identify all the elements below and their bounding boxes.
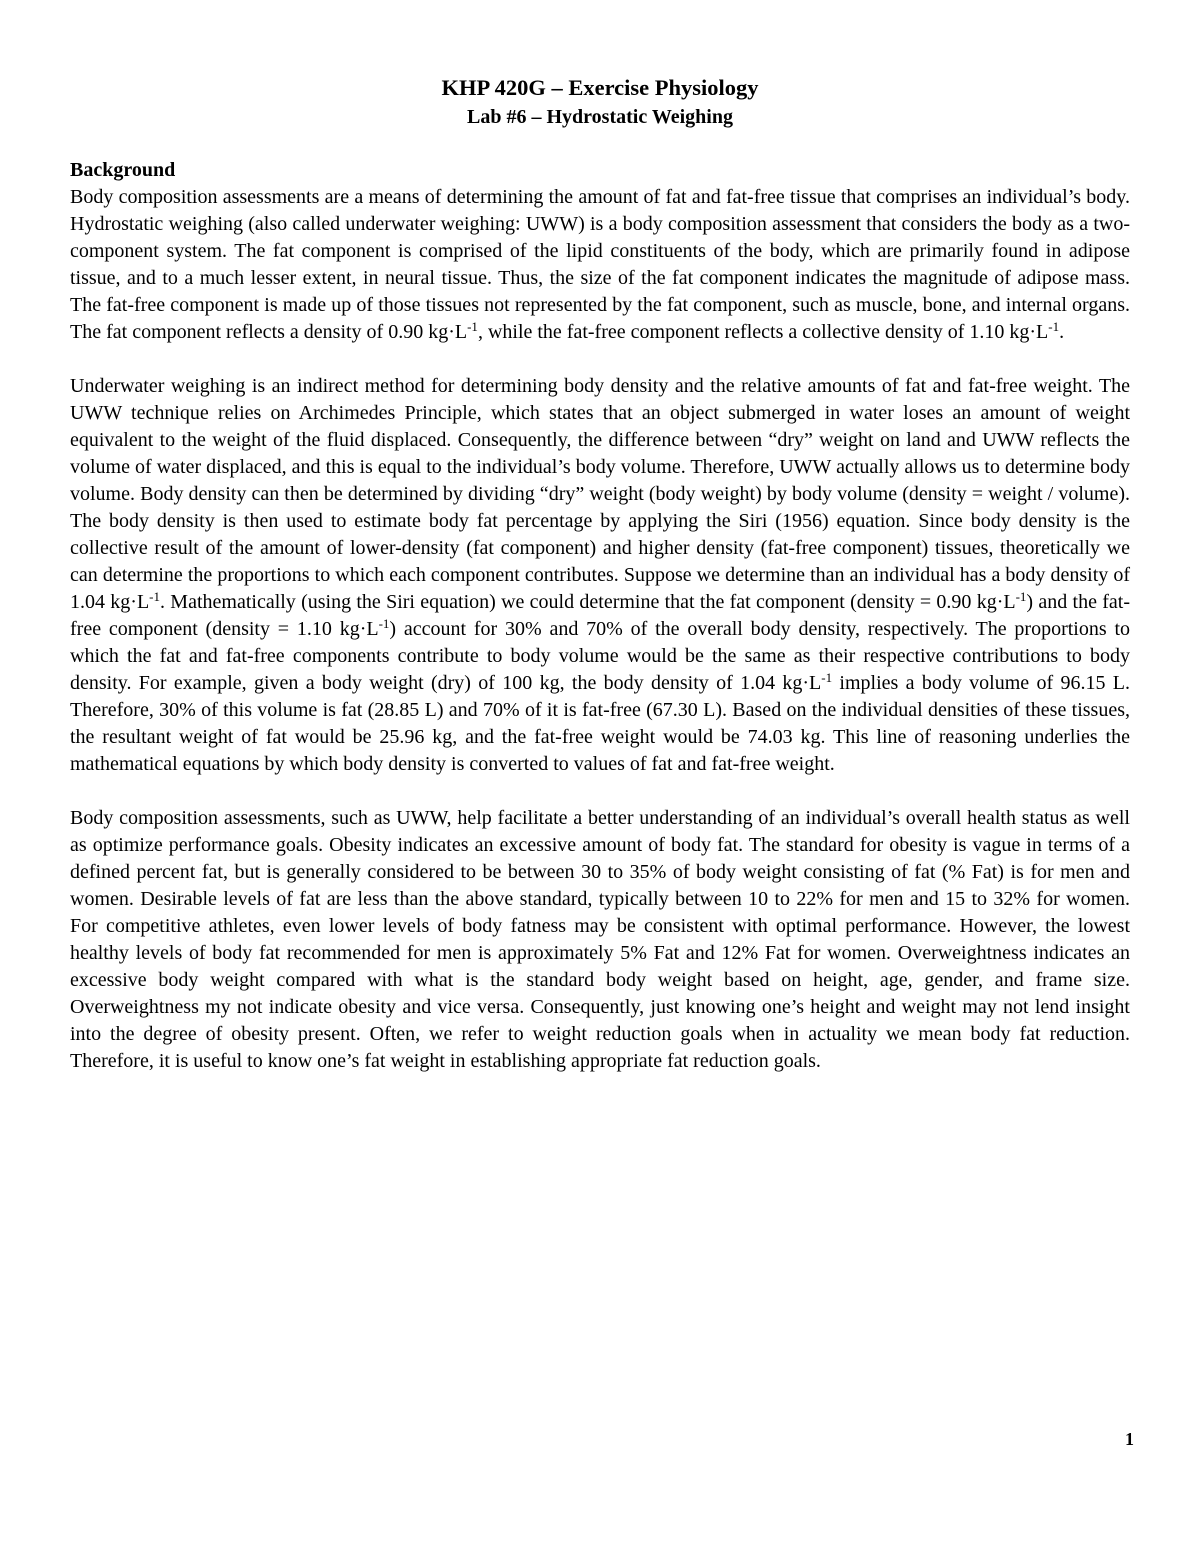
document-title: KHP 420G – Exercise Physiology — [441, 75, 759, 100]
document-subtitle: Lab #6 – Hydrostatic Weighing — [467, 106, 733, 128]
exponent: -1 — [821, 670, 833, 685]
paragraph-1-text-c: . — [1059, 321, 1065, 343]
exponent: -1 — [467, 319, 478, 334]
paragraph-1-text-a: Body composition assessments are a means of determining the amount of fat and fat-free tissue that comprises an individual’s body. Hydrostatic weighing (also called underwater weighing: UWW) is a body composition assessment that considers the body as a two-component system. The fat component is comprised of the lipid constituents of the body, which are primarily found in adipose tissue, and to a much lesser extent, in neural tissue. Thus, the size of the fat component indicates the magnitude of adipose mass. The fat-free component is made up of those tissues not represented by the fat component, such as muscle, bone, and internal organs. The fat component reflects a density of 0.90 kg·L — [70, 186, 1130, 343]
paragraph-3: Body composition assessments, such as UWW, help facilitate a better understanding of an individual’s overall health status as well as optimize performance goals. Obesity indicates an excessive amount of body fat. The standard for obesity is vague in terms of a defined percent fat, but is generally considered to be between 30 to 35% of body weight consisting of fat (% Fat) is for men and women. Desirable levels of fat are less than the above standard, typically between 10 to 22% for men and 15 to 32% for women. For competitive athletes, even lower levels of body fatness may be consistent with optimal performance. However, the lowest healthy levels of body fat recommended for men is approximately 5% Fat and 12% Fat for women. Overweightness indicates an excessive body weight compared with what is the standard body weight based on height, age, gender, and frame size. Overweightness my not indicate obesity and vice versa. Consequently, just knowing one’s height and weight may not lend insight into the degree of obesity present. Often, we refer to weight reduction goals when in actuality we mean body fat reduction. Therefore, it is useful to know one’s fat weight in establishing appropriate fat reduction goals. — [70, 807, 1130, 1072]
exponent: -1 — [1015, 589, 1027, 604]
exponent: -1 — [149, 589, 161, 604]
document-body — [70, 157, 1130, 1102]
paragraph-1 — [70, 184, 1130, 346]
section-heading: Background — [70, 159, 176, 181]
paragraph-2-text-d: ) account for 30% and 70% of the overall body density, respectively. The proportions to which the fat and fat-free components contribute to body volume would be the same as their respective contributions to body density. For example, given a body weight (dry) of 100 kg, the body density of 1.04 kg·L — [70, 618, 1131, 694]
page-number: 1 — [1125, 1429, 1134, 1449]
paragraph-2-text-a: Underwater weighing is an indirect method for determining body density and the relative amounts of fat and fat-free weight. The UWW technique relies on Archimedes Principle, which states that an object submerged in water loses an amount of weight equivalent to the weight of the fluid displaced. Consequently, the difference between “dry” weight on land and UWW reflects the volume of water displaced, and this is equal to the individual’s body volume. Therefore, UWW actually allows us to determine body volume. Body density can then be determined by dividing “dry” weight (body weight) by body volume (density = weight / volume). The body density is then used to estimate body fat percentage by applying the Siri (1956) equation. Since body density is the collective result of the amount of lower-density (fat component) and higher density (fat-free component) tissues, theoretically we can determine the proportions to which each component contributes. Suppose we determine than an individual has a body density of 1.04 kg·L — [70, 375, 1130, 613]
exponent: -1 — [1048, 319, 1060, 334]
paragraph-2-text-b: . Mathematically (using the Siri equation) we could determine that the fat component (density = 0.90 kg·L — [160, 591, 1016, 613]
paragraph-2-text-c: ) and the fat-free component (density = 1.10 kg·L — [70, 591, 1130, 640]
paragraph-1-text-b: , while the fat-free component reflects a collective density of 1.10 kg·L — [477, 321, 1049, 343]
paragraph-2-text-e: implies a body volume of 96.15 L. Therefore, 30% of this volume is fat (28.85 L) and 70% of it is fat-free (67.30 L). Based on the individual densities of these tissues, the resultant weight of fat would be 25.96 kg, and the fat-free weight would be 74.03 kg. This line of reasoning underlies the mathematical equations by which body density is converted to values of fat and fat-free weight. — [70, 672, 1130, 775]
paragraph-2 — [70, 373, 1130, 778]
exponent: -1 — [378, 616, 390, 631]
